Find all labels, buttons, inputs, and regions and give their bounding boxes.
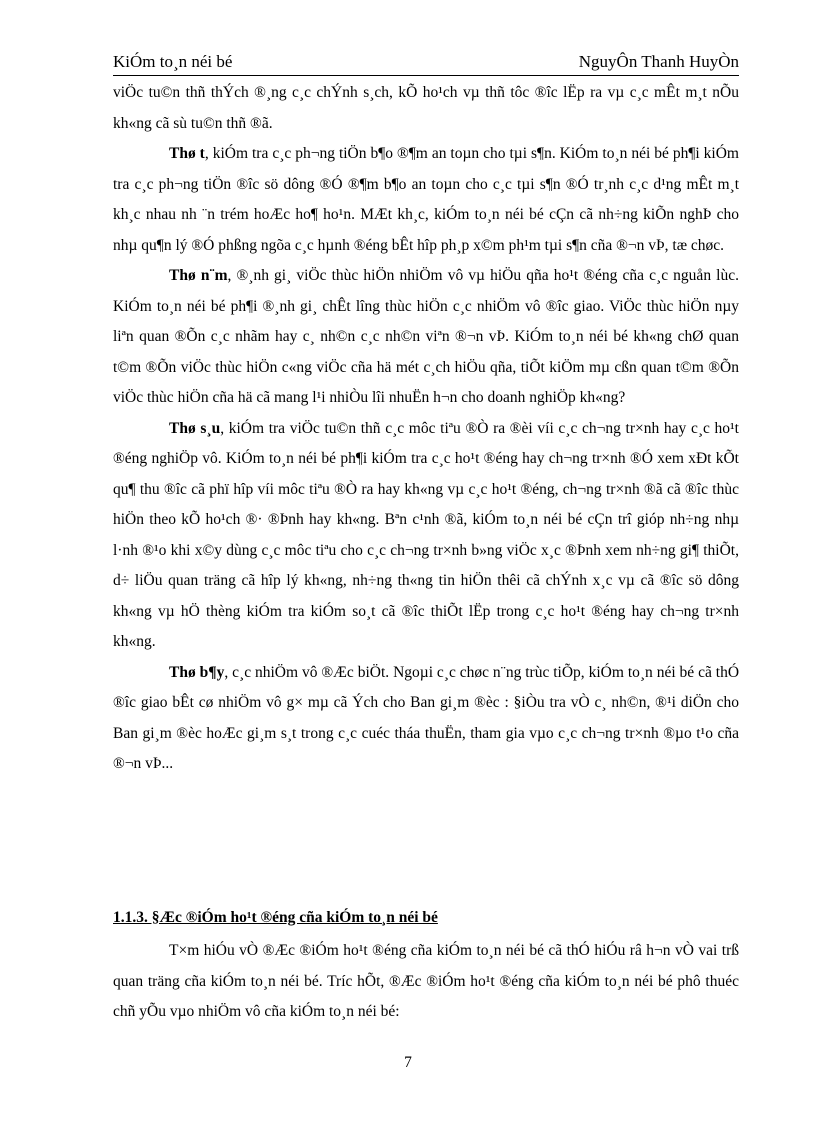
- paragraph-text: viÖc tu©n thñ thÝch ®¸ng c¸c chÝnh s¸ch, kÕ ho¹ch vµ thñ tôc ®îc lËp ra vµ c¸c mÊt m¸t nÕu kh«ng cã sù tu©n thñ ®ã.: [113, 84, 739, 132]
- body-text: [113, 78, 739, 780]
- paragraph-item-6: [113, 414, 739, 658]
- paragraph-continuation: [113, 78, 739, 139]
- paragraph-item-5: [113, 261, 739, 414]
- paragraph-lead: Thø s¸u: [169, 419, 221, 437]
- paragraph-item-4: [113, 139, 739, 261]
- paragraph-lead: Thø b¶y: [169, 663, 225, 681]
- header-right-author: NguyÔn Thanh HuyÒn: [578, 52, 739, 71]
- paragraph-text: , kiÓm tra c¸c ph¬ng tiÖn b¶o ®¶m an toµn cho tµi s¶n. KiÓm to¸n néi bé ph¶i kiÓm tra c¸c ph¬ng tiÖn ®îc sö dông ®Ó ®¶m b¶o an toµn cho c¸c tµi s¶n ®Ó tr¸nh c¸c d¹ng mÊt m¸t kh¸c nhau nh ¨n trém hoÆc ho¶ ho¹n. MÆt kh¸c, kiÓm to¸n néi bé cÇn cã nh÷ng kiÕn nghÞ cho nhµ qu¶n lý ®Ó phßng ngõa c¸c hµnh ®éng bÊt hîp ph¸p x©m ph¹m tµi s¶n cña ®¬n vÞ, tæ chøc.: [113, 145, 739, 254]
- paragraph-text: , c¸c nhiÖm vô ®Æc biÖt. Ngoµi c¸c chøc n¨ng trùc tiÕp, kiÓm to¸n néi bé cã thÓ ®îc giao bÊt cø nhiÖm vô g× mµ cã Ých cho Ban gi¸m ®èc : §iÒu tra vÒ c¸ nh©n, ®¹i diÖn cho Ban gi¸m ®èc hoÆc gi¸m s¸t trong c¸c cuéc tháa thuËn, tham gia vµo c¸c ch¬ng tr×nh ®µo t¹o cña ®¬n vÞ...: [113, 663, 740, 772]
- header-rule: [113, 75, 739, 76]
- paragraph-text: , ®¸nh gi¸ viÖc thùc hiÖn nhiÖm vô vµ hiÖu qña ho¹t ®éng cña c¸c nguån lùc. KiÓm to¸n néi bé ph¶i ®¸nh gi¸ chÊt lîng thùc hiÖn c¸c nhiÖm vô ®îc giao. ViÖc thùc hiÖn nµy liªn quan ®Õn c¸c nhãm hay c¸ nh©n c¸c nh©n viªn ®¬n vÞ. KiÓm to¸n néi bé kh«ng chØ quan t©m ®Õn viÖc thùc hiÖn c«ng viÖc cña hä mét c¸ch hiÖu qña, tiÕt kiÖm mµ cßn quan t©m ®Õn viÖc thùc hiÖn cña hä cã mang l¹i nhiÒu lîi nhuËn h¬n cho doanh nghiÖp kh«ng?: [113, 267, 739, 406]
- section-paragraph: T×m hiÓu vÒ ®Æc ®iÓm ho¹t ®éng cña kiÓm to¸n néi bé cã thÓ hiÓu râ h¬n vÒ vai trß quan träng cña kiÓm to¸n néi bé. Tríc hÕt, ®Æc ®iÓm ho¹t ®éng cña kiÓm to¸n néi bé phô thuéc chñ yÕu vµo nhiÖm vô cña kiÓm to¸n néi bé:: [113, 942, 739, 1020]
- paragraph-lead: Thø n¨m: [169, 267, 228, 284]
- page-number: 7: [404, 1054, 412, 1071]
- paragraph-item-7: [113, 658, 739, 780]
- header-left-title: KiÓm to¸n néi bé: [113, 52, 233, 71]
- running-header: [113, 52, 739, 72]
- section-body: [113, 936, 739, 1028]
- paragraph-text: , kiÓm tra viÖc tu©n thñ c¸c môc tiªu ®Ò ra ®èi víi c¸c ch¬ng tr×nh hay c¸c ho¹t ®éng nghiÖp vô. KiÓm to¸n néi bé ph¶i kiÓm tra c¸c ho¹t ®éng hay ch¬ng tr×nh ®Ó xem xÐt kÕt qu¶ thu ®îc cã phï hîp víi môc tiªu ®Ò ra hay kh«ng vµ c¸c ho¹t ®éng, ch¬ng tr×nh ®ã cã ®îc thùc hiÖn theo kÕ ho¹ch ®· ®Þnh hay kh«ng. Bªn c¹nh ®ã, kiÓm to¸n néi bé cÇn trî gióp nh÷ng nhµ l·nh ®¹o khi x©y dùng c¸c môc tiªu cho c¸c ch¬ng tr×nh b»ng viÖc x¸c ®Þnh xem nh÷ng gi¶ thiÕt, d÷ liÖu quan träng cã hîp lý kh«ng, nh÷ng th«ng tin hiÖn thêi cã chÝnh x¸c vµ cã ®îc sö dông kh«ng vµ hÖ thèng kiÓm tra kiÓm so¸t cã ®îc thiÕt lËp trong c¸c ho¹t ®éng hay ch¬ng tr×nh kh«ng.: [113, 419, 739, 650]
- section-heading: 1.1.3. §Æc ®iÓm ho¹t ®éng cña kiÓm to¸n néi bé: [113, 909, 438, 926]
- paragraph-lead: Thø t: [169, 145, 205, 162]
